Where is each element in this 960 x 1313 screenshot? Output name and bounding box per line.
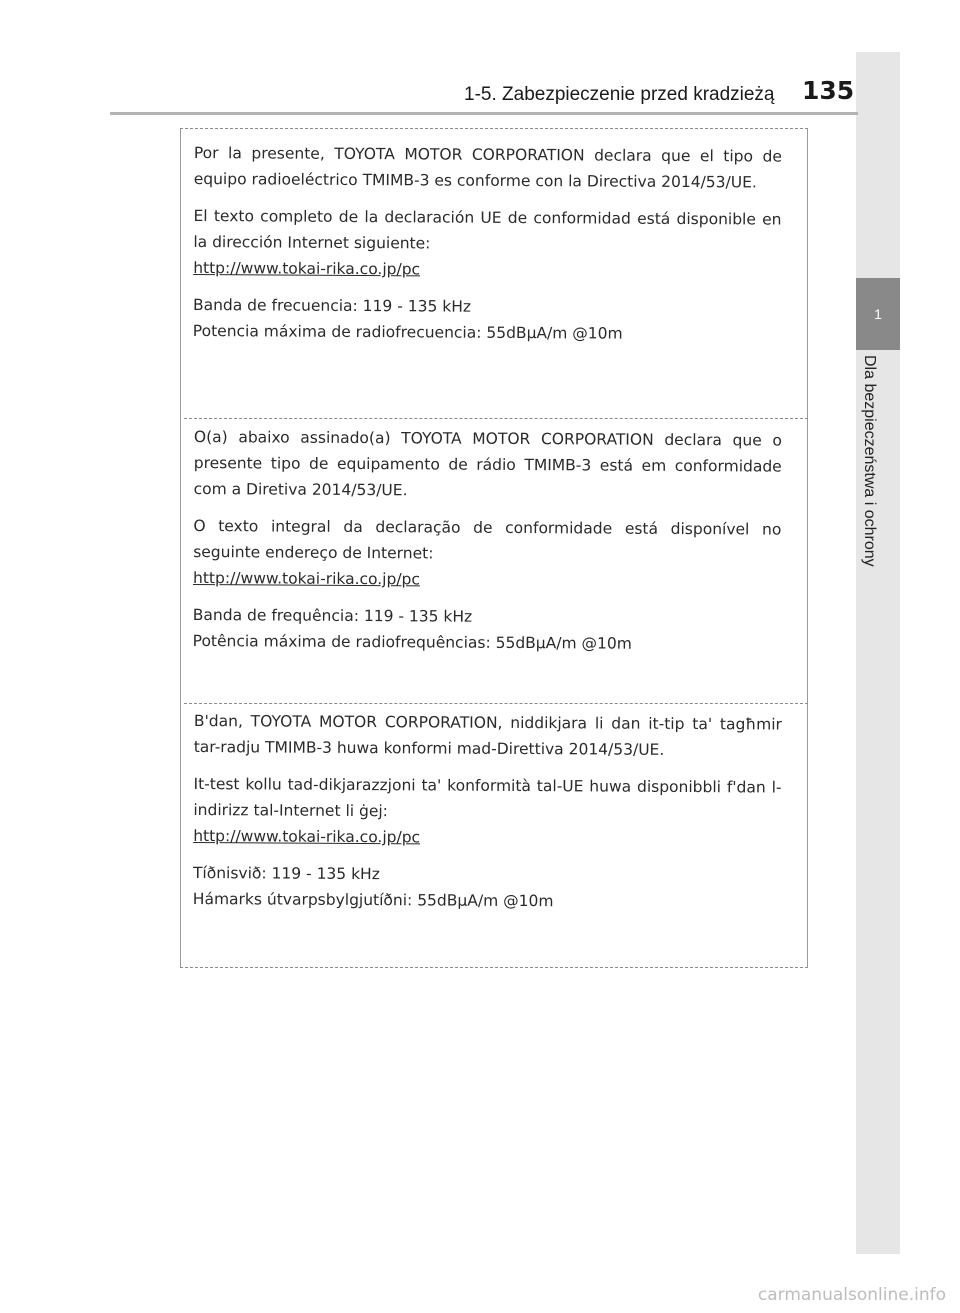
max-power: Hámarks útvarpsbylgjutíðni: 55dBμA/m @10m [192,889,554,911]
declaration-statement: O(a) abaixo assinado(a) TOYOTA MOTOR CORPORATION declara que o presente tipo de equipamento de rádio TMIMB-3 está em conformidade com a Diretiva 2014/53/UE. [193,427,782,500]
max-power: Potência máxima de radiofrequências: 55dBμA/m @10m [192,631,632,653]
declaration-link[interactable]: http://www.tokai-rika.co.jp/pc [193,826,421,847]
frequency-band: Banda de frecuencia: 119 - 135 kHz [192,295,472,316]
section-title: 1-5. Zabezpieczenie przed kradzieżą [464,84,775,105]
declaration-link[interactable]: http://www.tokai-rika.co.jp/pc [193,568,421,589]
max-power: Potencia máxima de radiofrecuencia: 55dBμA/m @10m [192,321,623,343]
declaration-statement: B'dan, TOYOTA MOTOR CORPORATION, niddikjara li dan it-tip ta' tagħmir tar-radju TMIMB-3 huwa konformi mad-Direttiva 2014/53/UE. [193,711,782,759]
chapter-side-tab [856,52,900,1254]
declaration-availability: El texto completo de la declaración UE de conformidad está disponible en la dirección Internet siguiente: [193,206,782,253]
declaration-maltese [193,708,782,927]
declaration-link[interactable]: http://www.tokai-rika.co.jp/pc [193,258,421,279]
declaration-availability: It-test kollu tad-dikjarazzjoni ta' konformità tal-UE huwa disponibbli f'dan l-indirizz tal-Internet li ġej: [193,774,782,821]
frequency-band: Banda de frequência: 119 - 135 kHz [192,605,473,626]
chapter-number-box: 1 [856,278,900,350]
section-divider [184,418,808,419]
page-number: 135 [802,76,855,105]
declaration-availability: O texto integral da declaração de conformidade está disponível no seguinte endereço de Internet: [193,516,782,563]
watermark: carmanualsonline.info [757,1285,946,1305]
chapter-label: Dla bezpieczeństwa i ochrony [861,355,878,567]
declaration-statement: Por la presente, TOYOTA MOTOR CORPORATION declara que el tipo de equipo radioeléctrico TMIMB-3 es conforme con la Directiva 2014/53/UE. [193,143,782,192]
section-divider [184,703,808,704]
declaration-spanish [193,140,782,359]
header-rule [110,112,858,115]
declaration-portuguese [193,424,782,669]
frequency-band: Tíðnisvið: 119 - 135 kHz [192,863,380,884]
